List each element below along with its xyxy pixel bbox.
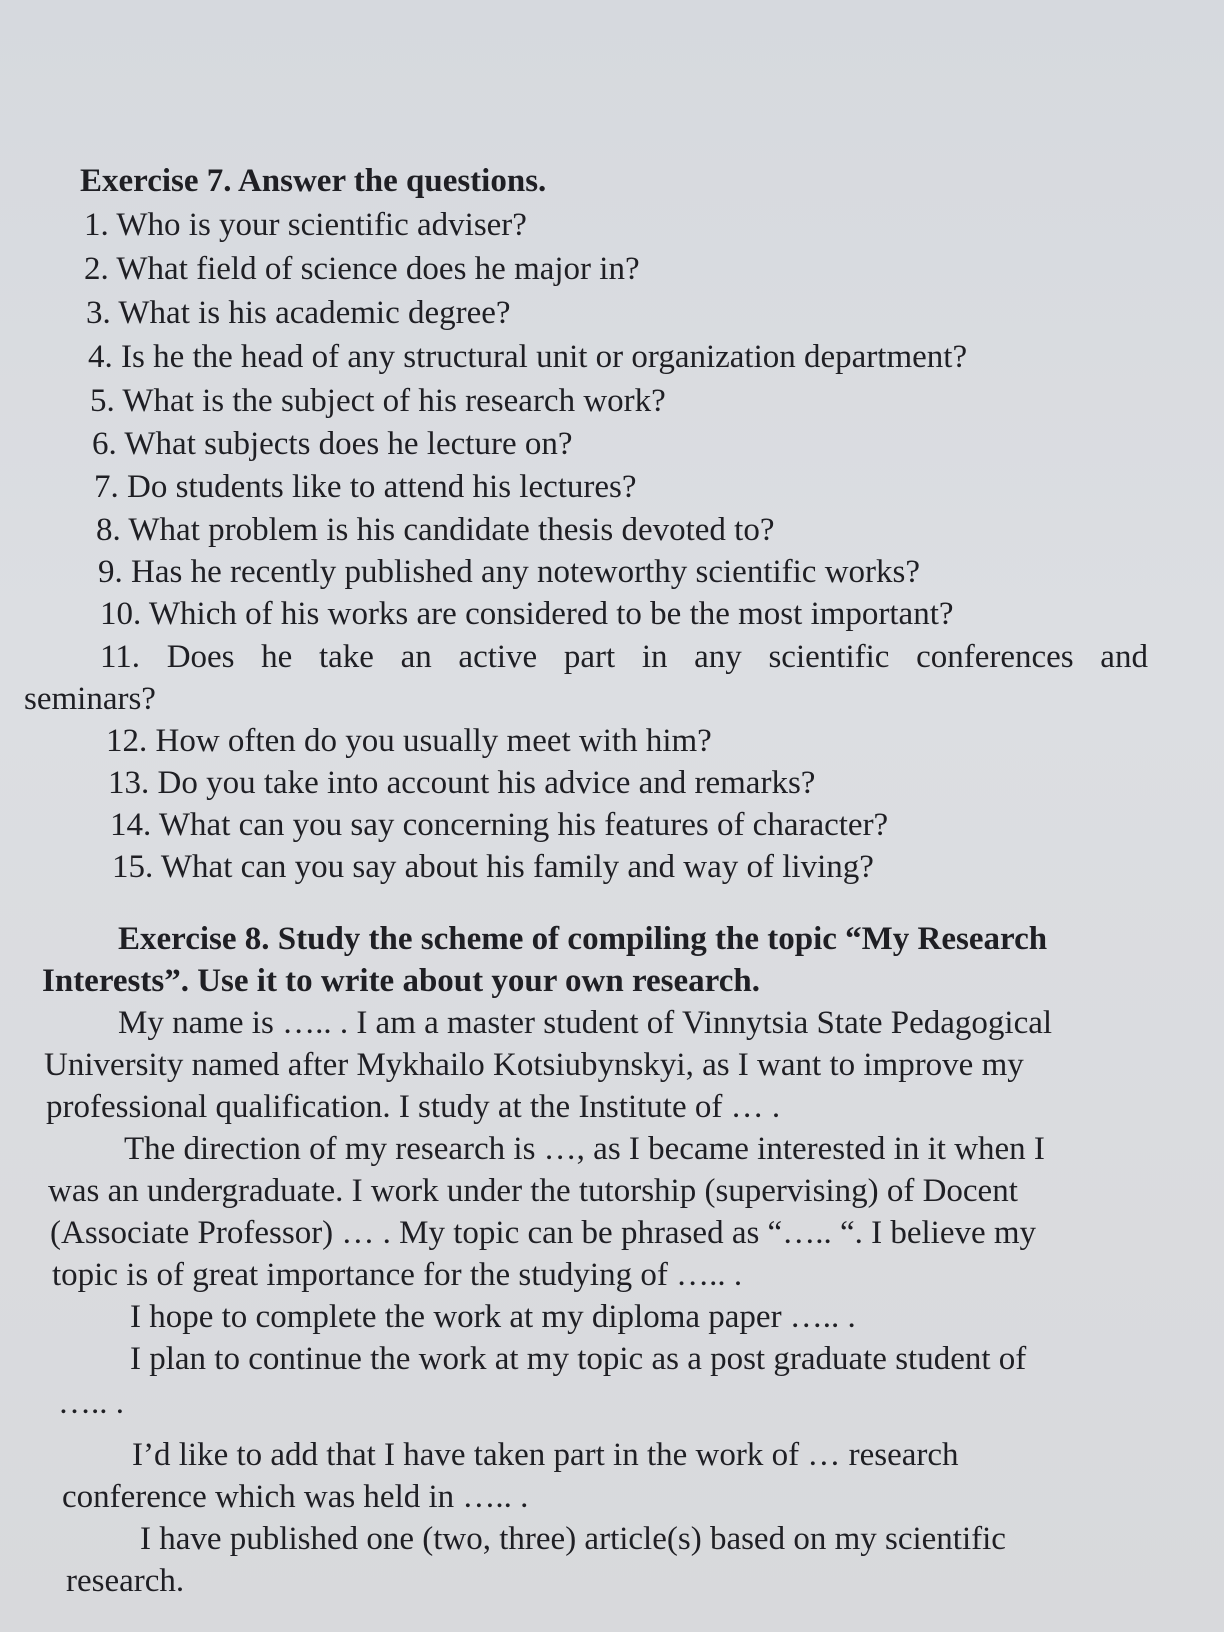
paragraph-line: (Associate Professor) … . My topic can be phrased as “….. “. I believe my	[50, 1215, 1037, 1251]
word: 11.	[100, 639, 141, 675]
paragraph-line: ….. .	[58, 1385, 124, 1421]
question-11	[100, 638, 1148, 676]
question-15: 15. What can you say about his family and way of living?	[112, 849, 874, 885]
question-10: 10. Which of his works are considered to be the most important?	[100, 596, 954, 632]
paragraph-line: I’d like to add that I have taken part in the work of … research	[132, 1437, 959, 1473]
word: conferences	[916, 639, 1074, 675]
paragraph-line: I plan to continue the work at my topic as a post graduate student of	[130, 1341, 1027, 1377]
word: part	[563, 639, 616, 675]
paragraph-line: professional qualification. I study at the Institute of … .	[46, 1089, 781, 1125]
paragraph-line: I hope to complete the work at my diploma paper ….. .	[130, 1299, 856, 1335]
paragraph-line: The direction of my research is …, as I became interested in it when I	[124, 1131, 1045, 1167]
exercise-8-heading-line-1: Exercise 8. Study the scheme of compiling the topic “My Research	[118, 921, 1048, 957]
word: and	[1100, 639, 1148, 675]
question-13: 13. Do you take into account his advice and remarks?	[108, 765, 816, 801]
question-6: 6. What subjects does he lecture on?	[92, 426, 573, 462]
word: active	[458, 639, 538, 675]
question-5: 5. What is the subject of his research work?	[90, 383, 666, 419]
word: take	[318, 639, 374, 675]
question-8: 8. What problem is his candidate thesis devoted to?	[96, 512, 775, 548]
word: an	[400, 639, 432, 675]
exercise-7-heading: Exercise 7. Answer the questions.	[80, 163, 547, 199]
paragraph-line: research.	[66, 1563, 185, 1599]
question-7: 7. Do students like to attend his lectures?	[94, 469, 637, 505]
question-11-continuation: seminars?	[24, 681, 156, 717]
paragraph-line: University named after Mykhailo Kotsiubynskyi, as I want to improve my	[44, 1047, 1024, 1083]
question-12: 12. How often do you usually meet with him?	[106, 723, 712, 759]
question-3: 3. What is his academic degree?	[86, 295, 511, 331]
word: scientific	[768, 639, 890, 675]
exercise-8-heading-line-2: Interests”. Use it to write about your own research.	[42, 963, 760, 999]
paragraph-line: topic is of great importance for the studying of ….. .	[52, 1257, 743, 1293]
paragraph-line: was an undergraduate. I work under the tutorship (supervising) of Docent	[48, 1173, 1018, 1209]
question-14: 14. What can you say concerning his features of character?	[110, 807, 889, 843]
question-9: 9. Has he recently published any noteworthy scientific works?	[98, 554, 921, 590]
question-2: 2. What field of science does he major in?	[84, 251, 640, 287]
word: he	[261, 639, 293, 675]
paragraph-line: conference which was held in ….. .	[62, 1479, 529, 1515]
paragraph-line: My name is ….. . I am a master student of Vinnytsia State Pedagogical	[118, 1005, 1053, 1041]
question-4: 4. Is he the head of any structural unit or organization department?	[88, 339, 968, 375]
word: any	[694, 639, 742, 675]
paragraph-line: I have published one (two, three) article(s) based on my scientific	[140, 1521, 1006, 1557]
question-1: 1. Who is your scientific adviser?	[84, 207, 527, 243]
word: in	[641, 639, 668, 675]
word: Does	[166, 639, 235, 675]
